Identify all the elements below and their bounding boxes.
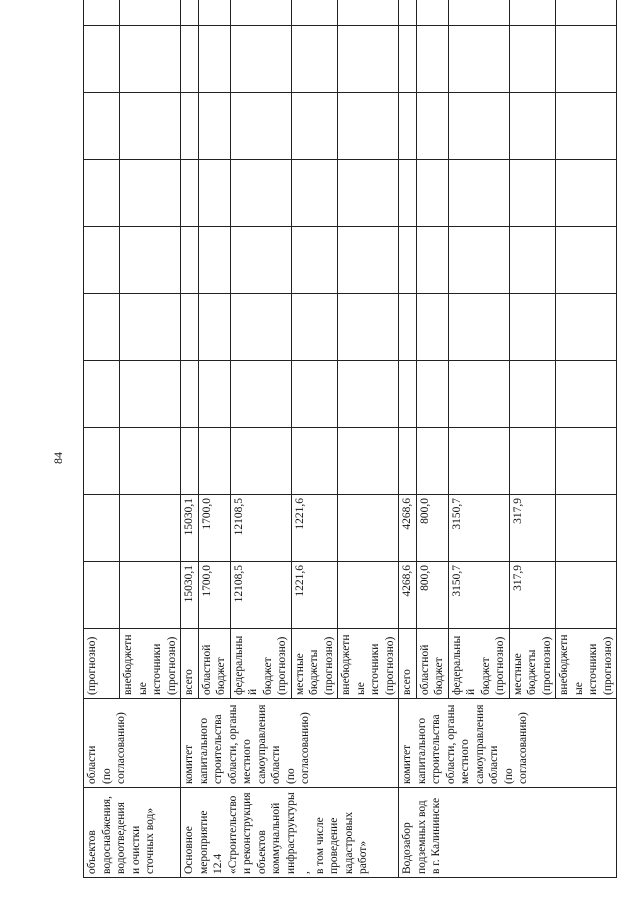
source-cell: федеральный бюджет (прогнозно) xyxy=(230,629,291,699)
source-cell: внебюджетные источники (прогнозно) xyxy=(338,629,399,699)
total-cell: 317,9 xyxy=(509,562,556,629)
year-cell xyxy=(120,227,181,294)
total-cell: 12108,5 xyxy=(230,562,291,629)
event-cell: Водозабор подземных вод в г. Калининске xyxy=(399,788,617,878)
year-cell xyxy=(448,294,509,361)
year-cell xyxy=(84,93,120,160)
year-cell xyxy=(198,227,230,294)
executor-cell: комитет капитального строительства области, органы местного самоуправления области (по согласованию) xyxy=(181,699,399,788)
year-cell xyxy=(416,26,448,93)
year-cell xyxy=(338,428,399,495)
total-cell: 3150,7 xyxy=(448,562,509,629)
source-cell: областной бюджет xyxy=(198,629,230,699)
year-cell xyxy=(198,0,230,26)
source-cell: (прогнозно) xyxy=(84,629,120,699)
source-cell: внебюджетные источники (прогнозно) xyxy=(556,629,617,699)
year-cell xyxy=(509,160,556,227)
year-cell xyxy=(556,428,617,495)
year-cell: 1700,0 xyxy=(198,495,230,562)
budget-table xyxy=(83,0,617,878)
year-cell xyxy=(399,227,417,294)
year-cell xyxy=(291,361,338,428)
year-cell xyxy=(338,26,399,93)
year-cell xyxy=(120,361,181,428)
year-cell: 12108,5 xyxy=(230,495,291,562)
year-cell xyxy=(509,428,556,495)
year-cell xyxy=(399,160,417,227)
year-cell xyxy=(338,0,399,26)
year-cell: 3150,7 xyxy=(448,495,509,562)
year-cell xyxy=(84,294,120,361)
year-cell xyxy=(448,93,509,160)
total-cell xyxy=(338,562,399,629)
year-cell xyxy=(556,361,617,428)
year-cell xyxy=(416,160,448,227)
year-cell xyxy=(338,495,399,562)
year-cell xyxy=(120,160,181,227)
rotated-table-wrapper xyxy=(83,31,614,878)
year-cell xyxy=(556,160,617,227)
year-cell xyxy=(181,0,199,26)
year-cell xyxy=(448,26,509,93)
year-cell xyxy=(556,227,617,294)
source-cell: местные бюджеты (прогнозно) xyxy=(291,629,338,699)
year-cell xyxy=(556,93,617,160)
total-cell xyxy=(120,562,181,629)
year-cell xyxy=(399,93,417,160)
year-cell xyxy=(84,0,120,26)
year-cell xyxy=(556,0,617,26)
year-cell xyxy=(448,361,509,428)
year-cell xyxy=(416,0,448,26)
year-cell xyxy=(338,93,399,160)
year-cell xyxy=(230,93,291,160)
year-cell xyxy=(120,294,181,361)
executor-cell: области (по согласованию) xyxy=(84,699,181,788)
event-cell: Основное мероприятие 12.4 «Строительство и реконструкция объектов коммунальной инфраструктуры, в том числе проведение кадастровых работ» xyxy=(181,788,399,878)
year-cell xyxy=(556,495,617,562)
year-cell xyxy=(416,361,448,428)
year-cell xyxy=(416,93,448,160)
year-cell xyxy=(181,160,199,227)
year-cell xyxy=(448,0,509,26)
source-cell: всего xyxy=(181,629,199,699)
year-cell xyxy=(84,160,120,227)
year-cell xyxy=(181,227,199,294)
year-cell xyxy=(509,26,556,93)
year-cell xyxy=(556,26,617,93)
year-cell xyxy=(556,294,617,361)
year-cell xyxy=(120,428,181,495)
year-cell xyxy=(230,428,291,495)
year-cell xyxy=(338,294,399,361)
year-cell xyxy=(120,495,181,562)
year-cell xyxy=(291,428,338,495)
year-cell xyxy=(198,428,230,495)
total-cell: 800,0 xyxy=(416,562,448,629)
year-cell xyxy=(509,361,556,428)
year-cell xyxy=(120,26,181,93)
year-cell xyxy=(181,294,199,361)
total-cell: 4268,6 xyxy=(399,562,417,629)
year-cell xyxy=(230,361,291,428)
source-cell: федеральный бюджет (прогнозно) xyxy=(448,629,509,699)
year-cell xyxy=(198,26,230,93)
year-cell xyxy=(448,227,509,294)
year-cell xyxy=(181,93,199,160)
year-cell xyxy=(230,26,291,93)
event-cell: объектов водоснабжения, водоотведения и очистки сточных вод» xyxy=(84,788,181,878)
year-cell xyxy=(338,160,399,227)
year-cell xyxy=(84,428,120,495)
source-cell: областной бюджет xyxy=(416,629,448,699)
source-cell: всего xyxy=(399,629,417,699)
year-cell xyxy=(84,495,120,562)
year-cell xyxy=(399,361,417,428)
total-cell: 1700,0 xyxy=(198,562,230,629)
year-cell xyxy=(338,361,399,428)
year-cell xyxy=(198,160,230,227)
year-cell xyxy=(230,160,291,227)
executor-cell: комитет капитального строительства области, органы местного самоуправления области (по согласованию) xyxy=(399,699,617,788)
year-cell xyxy=(399,428,417,495)
year-cell xyxy=(448,428,509,495)
source-cell: местные бюджеты (прогнозно) xyxy=(509,629,556,699)
year-cell xyxy=(448,160,509,227)
year-cell xyxy=(399,26,417,93)
total-cell: 15030,1 xyxy=(181,562,199,629)
year-cell xyxy=(181,428,199,495)
year-cell xyxy=(338,227,399,294)
table-row xyxy=(181,0,199,878)
year-cell xyxy=(399,0,417,26)
year-cell: 1221,6 xyxy=(291,495,338,562)
year-cell xyxy=(181,361,199,428)
year-cell xyxy=(291,0,338,26)
year-cell xyxy=(416,227,448,294)
year-cell xyxy=(509,294,556,361)
year-cell xyxy=(198,294,230,361)
year-cell xyxy=(120,0,181,26)
total-cell: 1221,6 xyxy=(291,562,338,629)
year-cell: 317,9 xyxy=(509,495,556,562)
year-cell xyxy=(230,0,291,26)
year-cell xyxy=(291,93,338,160)
year-cell xyxy=(509,0,556,26)
year-cell xyxy=(198,361,230,428)
total-cell xyxy=(84,562,120,629)
page-number: 84 xyxy=(51,452,65,464)
year-cell xyxy=(84,361,120,428)
table-row xyxy=(399,0,417,878)
year-cell xyxy=(291,294,338,361)
year-cell: 800,0 xyxy=(416,495,448,562)
year-cell xyxy=(84,26,120,93)
year-cell xyxy=(509,227,556,294)
year-cell xyxy=(399,294,417,361)
year-cell xyxy=(416,428,448,495)
year-cell xyxy=(230,294,291,361)
year-cell xyxy=(84,227,120,294)
year-cell: 4268,6 xyxy=(399,495,417,562)
total-cell xyxy=(556,562,617,629)
year-cell xyxy=(230,227,291,294)
table-row xyxy=(84,0,120,878)
year-cell xyxy=(416,294,448,361)
year-cell xyxy=(291,26,338,93)
source-cell: внебюджетные источники (прогнозно) xyxy=(120,629,181,699)
year-cell xyxy=(120,93,181,160)
year-cell xyxy=(509,93,556,160)
year-cell xyxy=(198,93,230,160)
year-cell xyxy=(291,160,338,227)
year-cell xyxy=(181,26,199,93)
year-cell xyxy=(291,227,338,294)
year-cell: 15030,1 xyxy=(181,495,199,562)
